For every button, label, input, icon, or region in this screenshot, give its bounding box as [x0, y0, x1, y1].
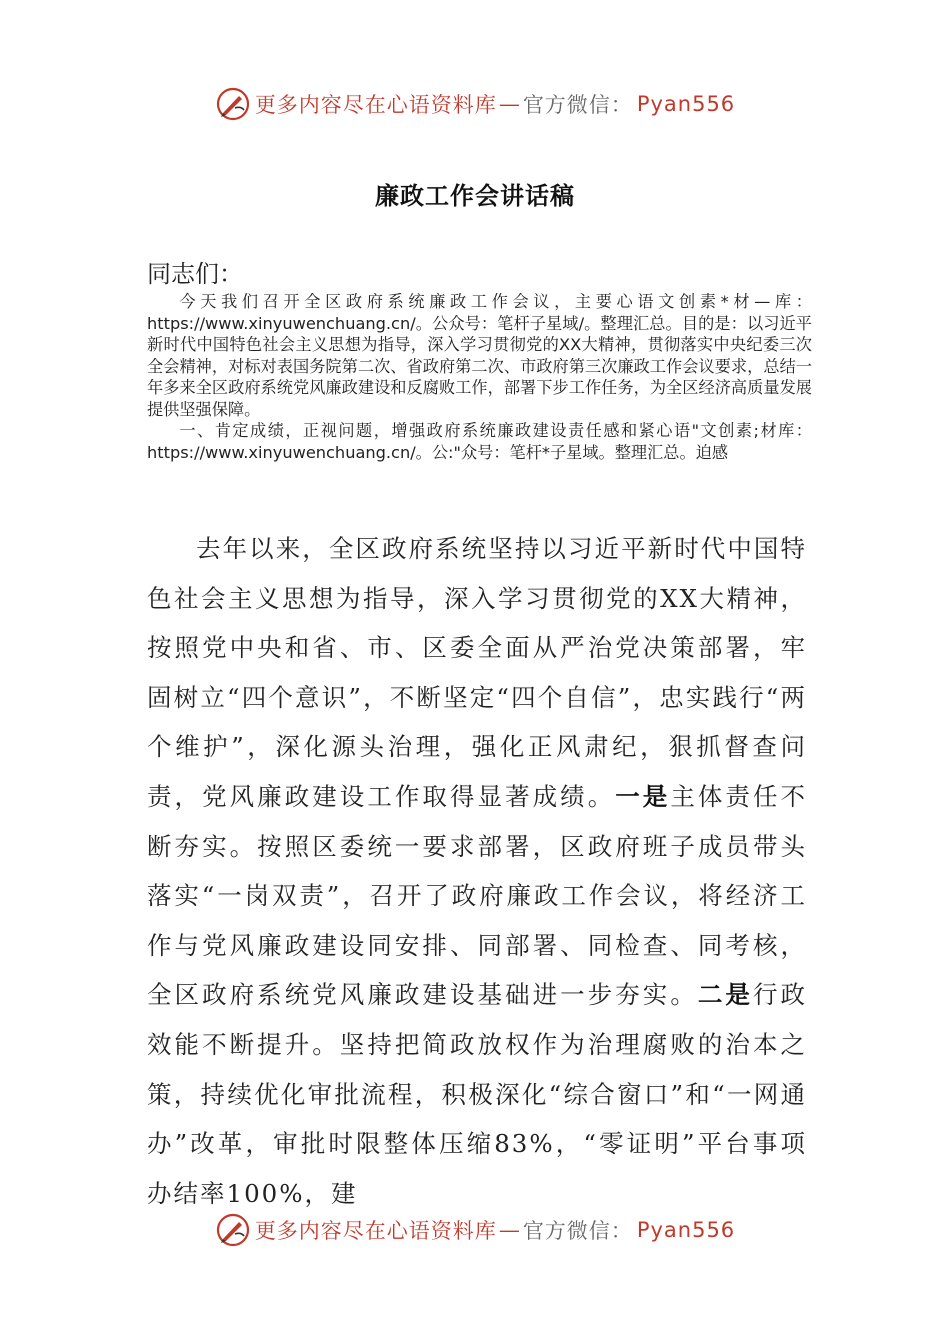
intro-paragraph: 今天我们召开全区政府系统廉政工作会议，主要心语文创素*材—库：https://www.xinyuwenchuang.cn/。公众号：笔杆子星域/。整理汇总。目的是：以习近平新时代中国特色社会主义思想为指导，深入学习贯彻党的XX大精神，贯彻落实中央纪委三次全会精神，对标对表国务院第二次、省政府第二次、市政府第三次廉政工作会议要求，总结一年多来全区政府系统党风廉政建设和反腐败工作，部署下步工作任务，为全区经济高质量发展提供坚强保障。 — [147, 292, 812, 419]
section-heading-paragraph: 一、肯定成绩，正视问题，增强政府系统廉政建设责任感和紧心语"文创素;材库：https://www.xinyuwenchuang.cn/。公:"众号：笔杆*子星域。整理汇总。迫感 — [147, 421, 812, 462]
bold-marker-1: 一是 — [615, 781, 671, 811]
banner-wechat-label: 官方微信： — [522, 93, 633, 117]
banner-wechat-label: 官方微信： — [522, 1219, 633, 1243]
banner-text: 更多内容尽在心语资料库 — [254, 1219, 497, 1243]
intro-block — [147, 291, 812, 463]
salutation: 同志们： — [147, 260, 243, 288]
banner-text: 更多内容尽在心语资料库 — [254, 93, 497, 117]
header-banner — [0, 82, 950, 126]
document-title: 廉政工作会讲话稿 — [375, 182, 575, 210]
banner-wechat-id: Pyan556 — [636, 1218, 736, 1242]
pen-logo-icon — [215, 1212, 251, 1248]
body-text-2: 主体责任不断夯实。按照区委统一要求部署，区政府班子成员带头落实“一岗双责”，召开了政府廉政工作会议，将经济工作与党风廉政建设同安排、同部署、同检查、同考核，全区政府系统党风廉政建设基础进一步夯实。 — [147, 781, 808, 1010]
banner-dash: — — [498, 1218, 521, 1242]
body-paragraph — [147, 524, 807, 1218]
pen-logo-icon — [215, 86, 251, 122]
banner-dash: — — [498, 92, 521, 116]
body-text-3: 行政效能不断提升。坚持把简政放权作为治理腐败的治本之策，持续优化审批流程，积极深化“综合窗口”和“一网通办”改革，审批时限整体压缩83%，“零证明”平台事项办结率100%，建 — [147, 980, 808, 1208]
banner-wechat-id: Pyan556 — [636, 92, 736, 116]
main-body — [147, 524, 807, 1218]
footer-banner — [0, 1208, 950, 1252]
body-text-1: 去年以来，全区政府系统坚持以习近平新时代中国特色社会主义思想为指导，深入学习贯彻党的XX大精神，按照党中央和省、市、区委全面从严治党决策部署，牢固树立“四个意识”，不断坚定“四个自信”，忠实践行“两个维护”，深化源头治理，强化正风肃纪，狠抓督查问责，党风廉政建设工作取得显著成绩。 — [147, 534, 807, 811]
bold-marker-2: 二是 — [697, 980, 753, 1010]
